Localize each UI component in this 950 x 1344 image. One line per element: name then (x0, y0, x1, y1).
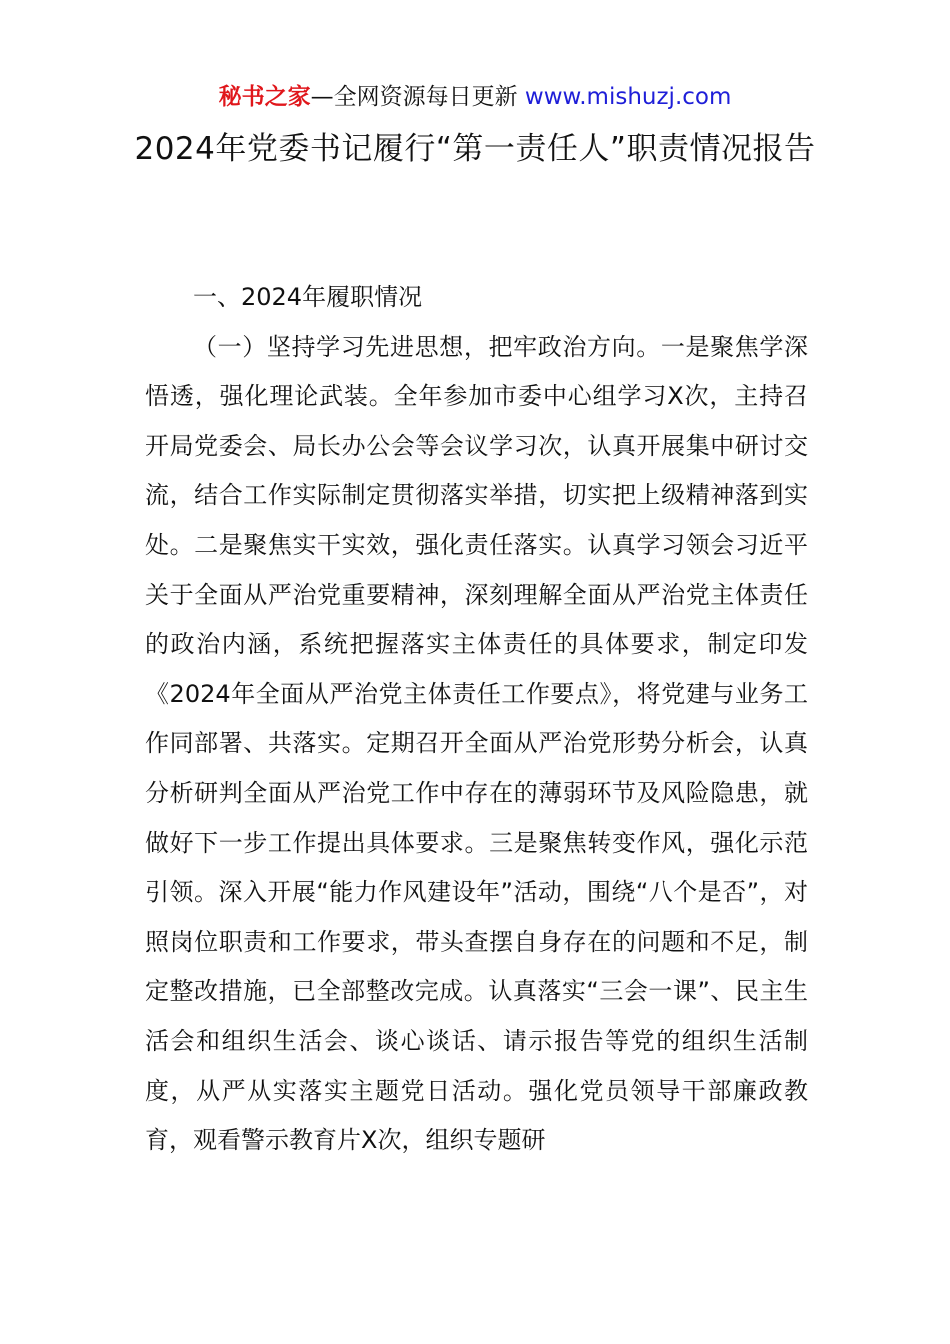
body-paragraph: （一）坚持学习先进思想，把牢政治方向。一是聚焦学深悟透，强化理论武装。全年参加市委中心组学习X次，主持召开局党委会、局长办公会等会议学习次，认真开展集中研讨交流，结合工作实际制定贯彻落实举措，切实把上级精神落到实处。二是聚焦实干实效，强化责任落实。认真学习领会习近平关于全面从严治党重要精神，深刻理解全面从严治党主体责任的政治内涵，系统把握落实主体责任的具体要求，制定印发《2024年全面从严治党主体责任工作要点》，将党建与业务工作同部署、共落实。定期召开全面从严治党形势分析会，认真分析研判全面从严治党工作中存在的薄弱环节及风险隐患，就做好下一步工作提出具体要求。三是聚焦转变作风，强化示范引领。深入开展“能力作风建设年”活动，围绕“八个是否”，对照岗位职责和工作要求，带头查摆自身存在的问题和不足，制定整改措施，已全部整改完成。认真落实“三会一课”、民主生活会和组织生活会、谈心谈话、请示报告等党的组织生活制度，从严从实落实主题党日活动。强化党员领导干部廉政教育，观看警示教育片X次，组织专题研 (145, 332, 808, 1155)
document-body (145, 273, 808, 1166)
brand-name: 秘书之家 (218, 84, 311, 110)
site-banner (0, 80, 950, 114)
site-url-link[interactable]: www.mishuzj.com (524, 84, 732, 110)
section-heading: 一、2024年履职情况 (193, 283, 423, 311)
document-title: 2024年党委书记履行“第一责任人”职责情况报告 (134, 131, 816, 167)
banner-tagline: —全网资源每日更新 (310, 84, 525, 110)
